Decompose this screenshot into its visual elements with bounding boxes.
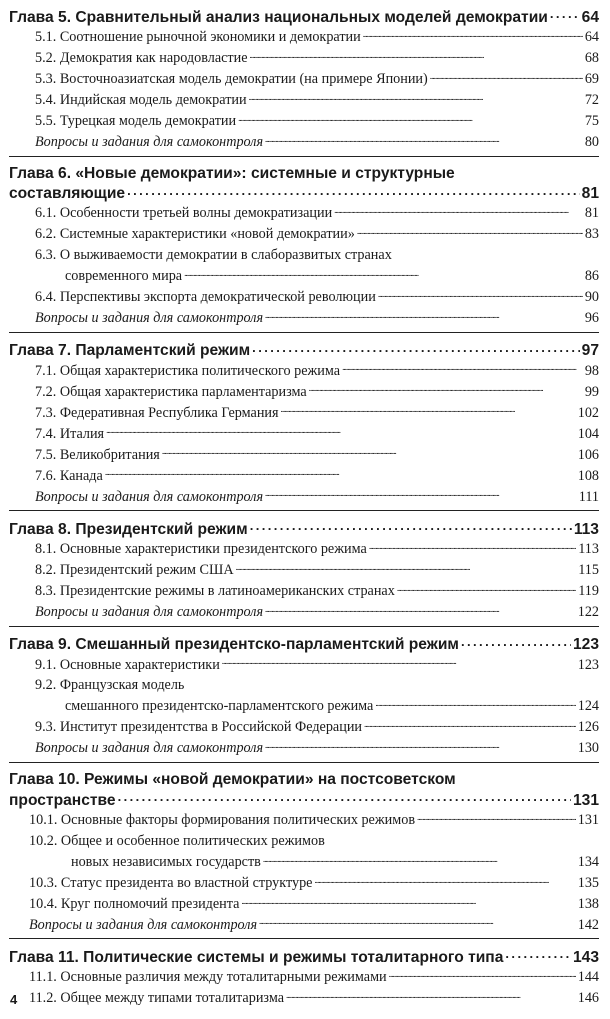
chapter-title-line: Глава 10. Режимы «новой демократии» на постсоветском: [9, 771, 456, 789]
chapter-title: [9, 634, 599, 655]
questions-text: Вопросы и задания для самоконтроля: [35, 740, 264, 757]
toc-entry: [9, 287, 599, 308]
chapter-9: [9, 634, 599, 763]
toc-entry: [9, 717, 599, 738]
dot-leader: [241, 894, 575, 908]
toc-entry-first-line: [9, 831, 599, 852]
entry-text: Общая характеристика парламентаризма: [59, 383, 307, 400]
page-ref: 83: [584, 226, 599, 243]
page-ref: 119: [578, 583, 599, 600]
page-ref: 104: [577, 425, 599, 442]
dot-leader: [106, 423, 576, 437]
dot-leader: [249, 90, 583, 104]
chapter-title: [9, 340, 599, 361]
dot-leader: [334, 203, 583, 217]
toc-entry: [9, 852, 599, 873]
chapter-title-text: Глава 9. Смешанный президентско-парламентский режим: [9, 636, 459, 654]
page-ref: 81: [581, 185, 599, 203]
dot-leader: [265, 602, 576, 616]
page-ref: 113: [578, 541, 599, 558]
dot-leader: [263, 852, 576, 866]
entry-text: Президентские режимы в латиноамериканских странах: [59, 583, 395, 600]
toc-entry: [9, 465, 599, 486]
entry-num: 5.5.: [35, 112, 57, 129]
chapter-10: [9, 770, 599, 939]
table-of-contents: [9, 6, 599, 1019]
entry-num: 10.1.: [29, 811, 58, 828]
page-ref: 90: [584, 289, 599, 306]
page-ref: 130: [577, 740, 599, 757]
page-ref: 69: [584, 70, 599, 87]
dot-leader: [238, 111, 583, 125]
page-ref: 98: [584, 362, 599, 379]
dot-leader: [259, 914, 576, 928]
entry-num: 11.2.: [29, 990, 57, 1007]
entry-text: Особенности третьей волны демократизации: [59, 205, 333, 222]
questions-text: Вопросы и задания для самоконтроля: [29, 916, 258, 933]
chapter-title-text: пространстве: [9, 791, 116, 809]
entry-num: 7.4.: [35, 425, 57, 442]
chapter-title: [9, 183, 599, 204]
entry-text: О выживаемости демократии в слаборазвитых странах: [59, 247, 392, 264]
page-ref: 111: [578, 488, 599, 505]
entry-num: 6.1.: [35, 205, 57, 222]
page-ref: 142: [577, 916, 599, 933]
page-ref: 64: [581, 8, 599, 26]
dot-leader: [461, 634, 571, 650]
page-ref: 72: [584, 91, 599, 108]
page-ref: 131: [572, 791, 599, 809]
questions-text: Вопросы и задания для самоконтроля: [35, 310, 264, 327]
entry-num: 7.3.: [35, 404, 57, 421]
questions-entry: [9, 486, 599, 507]
entry-text: Круг полномочий президента: [60, 895, 240, 912]
dot-leader: [550, 6, 580, 22]
entry-text: Общее и особенное политических режимов: [60, 832, 325, 849]
dot-leader: [363, 27, 583, 41]
toc-entry: [9, 381, 599, 402]
page-ref: 126: [577, 719, 599, 736]
toc-entry: [9, 654, 599, 675]
entry-text: Основные характеристики президентского режима: [59, 541, 367, 558]
entry-text: Восточноазиатская модель демократии (на примере Японии): [59, 70, 428, 87]
chapter-title: [9, 789, 599, 810]
page-ref: 144: [577, 969, 599, 986]
dot-leader: [265, 486, 577, 500]
toc-entry: [9, 111, 599, 132]
entry-text: Канада: [59, 467, 103, 484]
chapter-title-text: Глава 11. Политические системы и режимы тоталитарного типа: [9, 949, 504, 967]
entry-num: 5.2.: [35, 49, 57, 66]
dot-leader: [265, 132, 583, 146]
entry-text: современного мира: [65, 268, 183, 285]
page-ref: 80: [584, 133, 599, 150]
chapter-7: [9, 340, 599, 511]
toc-entry: [9, 90, 599, 111]
entry-text: Президентский режим США: [59, 562, 234, 579]
dot-leader: [342, 360, 583, 374]
entry-num: 7.6.: [35, 467, 57, 484]
entry-text: Демократия как народовластие: [59, 49, 248, 66]
page-ref: 68: [584, 49, 599, 66]
dot-leader: [250, 48, 583, 62]
dot-leader: [286, 988, 576, 1002]
chapter-5: [9, 6, 599, 157]
page-ref: 97: [581, 342, 599, 360]
entry-text: Институт президентства в Российской Федерации: [59, 719, 363, 736]
entry-num: 8.2.: [35, 562, 57, 579]
page-ref: 75: [584, 112, 599, 129]
toc-entry: [9, 423, 599, 444]
toc-entry: [9, 539, 599, 560]
page-ref: 115: [578, 562, 599, 579]
chapter-6: [9, 164, 599, 333]
entry-text: Великобритания: [59, 446, 160, 463]
entry-num: 9.1.: [35, 656, 57, 673]
chapter-8: [9, 518, 599, 627]
entry-num: 10.3.: [29, 874, 58, 891]
dot-leader: [375, 696, 575, 710]
page-ref: 143: [572, 949, 599, 967]
questions-entry: [9, 914, 599, 935]
dot-leader: [397, 581, 576, 595]
dot-leader: [252, 340, 579, 356]
toc-entry: [9, 27, 599, 48]
page-ref: 123: [572, 636, 599, 654]
page-ref: 64: [584, 28, 599, 45]
toc-entry: [9, 402, 599, 423]
entry-text: Системные характеристики «новой демократии»: [59, 226, 355, 243]
dot-leader: [265, 308, 583, 322]
toc-entry: [9, 988, 599, 1009]
toc-entry: [9, 696, 599, 717]
dot-leader: [222, 654, 576, 668]
entry-num: 5.1.: [35, 28, 57, 45]
page-ref: 123: [577, 656, 599, 673]
questions-text: Вопросы и задания для самоконтроля: [35, 488, 264, 505]
toc-entry: [9, 203, 599, 224]
dot-leader: [281, 402, 576, 416]
entry-text: смешанного президентско-парламентского режима: [65, 698, 374, 715]
chapter-title-text: составляющие: [9, 185, 126, 203]
chapter-11: [9, 946, 599, 1012]
toc-entry: [9, 224, 599, 245]
dot-leader: [364, 717, 576, 731]
entry-text: Статус президента во властной структуре: [60, 874, 313, 891]
chapter-title-text: Глава 8. Президентский режим: [9, 520, 248, 538]
questions-entry: [9, 132, 599, 153]
entry-num: 5.3.: [35, 70, 57, 87]
entry-text: Французская модель: [59, 677, 185, 694]
entry-num: 8.1.: [35, 541, 57, 558]
entry-text: Италия: [59, 425, 105, 442]
entry-text: Основные различия между тоталитарными режимами: [60, 969, 387, 986]
page-ref: 138: [577, 895, 599, 912]
page-ref: 99: [584, 383, 599, 400]
toc-entry: [9, 894, 599, 915]
page-ref: 113: [573, 520, 599, 538]
dot-leader: [118, 789, 571, 805]
dot-leader: [389, 967, 576, 981]
entry-num: 8.3.: [35, 583, 57, 600]
entry-num: 6.4.: [35, 289, 57, 306]
entry-num: 10.4.: [29, 895, 58, 912]
entry-text: Основные факторы формирования политических режимов: [60, 811, 416, 828]
entry-text: Общая характеристика политического режима: [59, 362, 341, 379]
chapter-title-line: Глава 6. «Новые демократии»: системные и структурные: [9, 164, 455, 182]
dot-leader: [265, 738, 576, 752]
toc-entry: [9, 560, 599, 581]
entry-text: Основные характеристики: [59, 656, 220, 673]
page-ref: 108: [577, 467, 599, 484]
page-number: 4: [10, 992, 18, 1007]
dot-leader: [309, 381, 583, 395]
entry-num: 9.2.: [35, 677, 57, 694]
chapter-title-text: Глава 7. Парламентский режим: [9, 342, 251, 360]
toc-entry: [9, 360, 599, 381]
toc-entry: [9, 873, 599, 894]
dot-leader: [105, 465, 576, 479]
dot-leader: [357, 224, 583, 238]
entry-text: Федеративная Республика Германия: [59, 404, 279, 421]
page-ref: 122: [577, 604, 599, 621]
page-ref: 124: [577, 698, 599, 715]
questions-entry: [9, 602, 599, 623]
page-ref: 131: [577, 811, 599, 828]
dot-leader: [236, 560, 577, 574]
questions-text: Вопросы и задания для самоконтроля: [35, 604, 264, 621]
dot-leader: [250, 518, 572, 534]
toc-entry: [9, 444, 599, 465]
entry-num: 7.5.: [35, 446, 57, 463]
dot-leader: [430, 69, 583, 83]
chapter-title: [9, 518, 599, 539]
dot-leader: [417, 810, 576, 824]
dot-leader: [505, 946, 571, 962]
dot-leader: [314, 873, 575, 887]
entry-text: Общее между типами тоталитаризма: [60, 990, 284, 1007]
entry-num: 6.2.: [35, 226, 57, 243]
toc-entry: [9, 581, 599, 602]
page-ref: 135: [577, 874, 599, 891]
questions-entry: [9, 308, 599, 329]
entry-num: 7.1.: [35, 362, 57, 379]
toc-entry: [9, 48, 599, 69]
page-ref: 106: [577, 446, 599, 463]
entry-num: 9.3.: [35, 719, 57, 736]
toc-entry: [9, 967, 599, 988]
dot-leader: [184, 266, 583, 280]
entry-text: Соотношение рыночной экономики и демократии: [59, 28, 361, 45]
toc-entry-first-line: [9, 245, 599, 266]
entry-num: 5.4.: [35, 91, 57, 108]
page-ref: 86: [584, 268, 599, 285]
toc-entry: [9, 266, 599, 287]
chapter-title: [9, 6, 599, 27]
dot-leader: [378, 287, 583, 301]
dot-leader: [369, 539, 576, 553]
entry-text: Индийская модель демократии: [59, 91, 247, 108]
dot-leader: [162, 444, 576, 458]
entry-text: Перспективы экспорта демократической революции: [59, 289, 376, 306]
page-ref: 102: [577, 404, 599, 421]
entry-num: 11.1.: [29, 969, 57, 986]
questions-entry: [9, 738, 599, 759]
toc-entry: [9, 810, 599, 831]
page-ref: 81: [584, 205, 599, 222]
toc-entry-first-line: [9, 675, 599, 696]
entry-text: новых независимых государств: [71, 853, 261, 870]
questions-text: Вопросы и задания для самоконтроля: [35, 133, 264, 150]
page-ref: 134: [577, 853, 599, 870]
chapter-title-text: Глава 5. Сравнительный анализ национальных моделей демократии: [9, 8, 548, 26]
entry-text: Турецкая модель демократии: [59, 112, 237, 129]
page-ref: 96: [584, 310, 599, 327]
dot-leader: [127, 183, 580, 199]
entry-num: 6.3.: [35, 247, 57, 264]
entry-num: 7.2.: [35, 383, 57, 400]
toc-entry: [9, 69, 599, 90]
entry-num: 10.2.: [29, 832, 58, 849]
chapter-title: [9, 946, 599, 967]
page-ref: 146: [577, 990, 599, 1007]
